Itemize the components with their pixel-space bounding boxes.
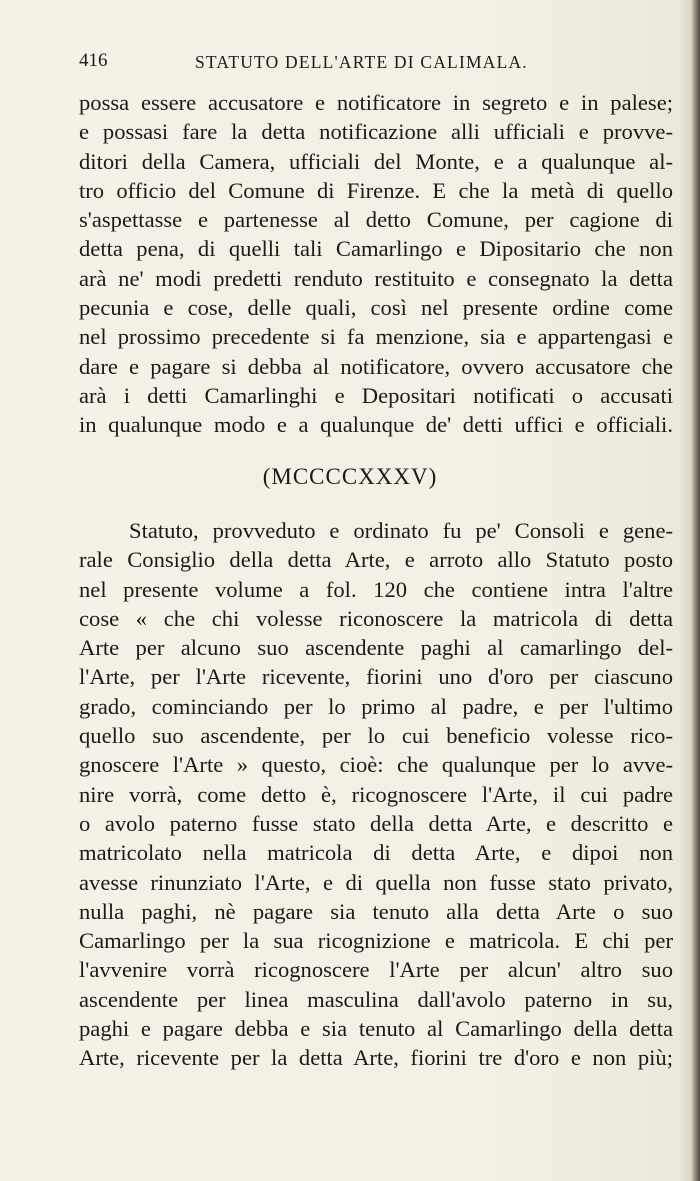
text-line: pecunia e cose, delle quali, così nel presente ordine come (79, 295, 673, 321)
text-line: in qualunque modo e a qualunque de' detti uffici e officiali. (79, 412, 673, 438)
text-line: arà ne' modi predetti renduto restituito e consegnato la detta (79, 265, 673, 291)
text-line: rale Consiglio della detta Arte, e arroto allo Statuto posto (79, 547, 673, 573)
text-line: tro officio del Comune di Firenze. E che la metà di quello (79, 177, 673, 203)
text-line: quello suo ascendente, per lo cui beneficio volesse rico- (79, 723, 673, 749)
text-line: Camarlingo per la sua ricognizione e matricola. E chi per (79, 928, 673, 954)
text-line: Arte per alcuno suo ascendente paghi al camarlingo del- (79, 635, 673, 661)
section-heading: (MCCCCXXXV) (262, 464, 438, 489)
text-line: l'avvenire vorrà ricognoscere l'Arte per alcun' altro suo (79, 957, 673, 983)
text-line: o avolo paterno fusse stato della detta Arte, e descritto e (79, 810, 673, 836)
text-line: avesse rinunziato l'Arte, e di quella non fusse stato privato, (79, 869, 673, 895)
text-line: detta pena, di quelli tali Camarlingo e Dipositario che non (79, 236, 673, 262)
text-line: ascendente per linea masculina dall'avolo paterno in su, (79, 986, 673, 1012)
text-line: gnoscere l'Arte » questo, cioè: che qualunque per lo avve- (79, 752, 673, 778)
text-line: matricolato nella matricola di detta Arte, e dipoi non (79, 840, 673, 866)
text-line: cose « che chi volesse riconoscere la matricola di detta (79, 605, 673, 631)
text-line: ditori della Camera, ufficiali del Monte, e a qualunque al- (79, 148, 673, 174)
text-line: e possasi fare la detta notificazione alli ufficiali e provve- (79, 119, 673, 145)
page-edge-shadow (691, 0, 700, 1181)
text-line: Statuto, provveduto e ordinato fu pe' Consoli e gene- (129, 518, 673, 543)
text-line: nulla paghi, nè pagare sia tenuto alla detta Arte o suo (79, 898, 673, 924)
text-line: nel prossimo precedente si fa menzione, sia e appartengasi e (79, 324, 673, 350)
text-line: s'aspettasse e partenesse al detto Comune, per cagione di (79, 207, 673, 233)
text-line: Arte, ricevente per la detta Arte, fiorini tre d'oro e non più; (79, 1045, 673, 1071)
text-line: arà i detti Camarlinghi e Depositari notificati o accusati (79, 382, 673, 408)
paragraph-1 (79, 88, 673, 440)
text-line: grado, cominciando per lo primo al padre, e per l'ultimo (79, 693, 673, 719)
paragraph-2 (79, 516, 673, 1073)
running-title: STATUTO DELL'ARTE DI CALIMALA. (195, 52, 528, 72)
text-line: nel presente volume a fol. 120 che contiene intra l'altre (79, 576, 673, 602)
text-line: possa essere accusatore e notificatore in segreto e in palese; (79, 90, 673, 115)
page-header (79, 50, 673, 76)
text-line: nire vorrà, come detto è, ricognoscere l'Arte, il cui padre (79, 781, 673, 807)
text-line: l'Arte, per l'Arte ricevente, fiorini uno d'oro per ciascuno (79, 664, 673, 690)
text-line: paghi e pagare debba e sia tenuto al Camarlingo della detta (79, 1016, 673, 1042)
text-line: dare e pagare si debba al notificatore, ovvero accusatore che (79, 353, 673, 379)
page-number: 416 (79, 50, 108, 71)
